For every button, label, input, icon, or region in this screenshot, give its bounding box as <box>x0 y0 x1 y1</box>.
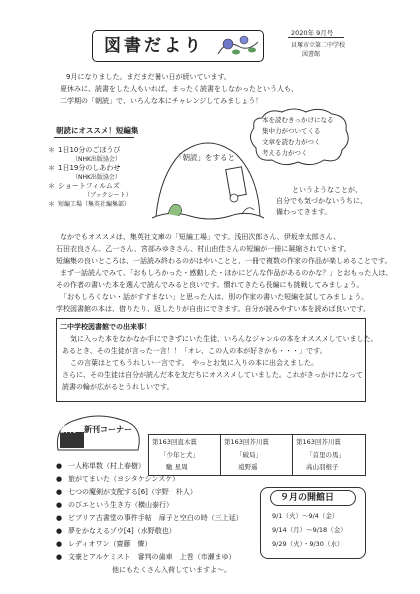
list-item-sub: （NHK出版協会） <box>72 156 121 163</box>
bullet-icon: ● <box>56 514 63 522</box>
award-header: 第163回芥川賞 <box>296 438 341 446</box>
book-item: 夢をかなえるゾウ[4]（水野敬也） <box>68 527 176 535</box>
issue-date: 2020年 9月号 <box>291 29 334 37</box>
body-line: 石田衣良さん、乙一さん、宮部みゆきさん、村山由佳さんの短編が一冊に凝縮されています。 <box>56 245 351 253</box>
library-name: 図書館 <box>302 51 321 58</box>
awards-divider <box>220 434 221 476</box>
library-note-heading: 二中学校図書館での出来事！ <box>60 323 151 331</box>
bullet-icon: ● <box>56 488 63 496</box>
library-note-line: 読書の輪が広がるとうれしいです。 <box>62 383 174 391</box>
list-item-sub: （NHK出版協会） <box>72 174 121 181</box>
heading-underline <box>54 137 134 138</box>
school-name: 貝塚市立第二中学校 <box>291 42 346 49</box>
side-note-line-3: 備わってきます。 <box>276 208 332 216</box>
book-item: のびエという生き方（横山泰行） <box>68 501 173 509</box>
intro-line-2: 夏休みに、読書をした人もいれば、まったく読書をしなかったという人も、 <box>60 85 298 93</box>
open-days-title: ９月の開館日 <box>280 493 335 503</box>
side-note-line-2: 自分でも気づかないうちに、 <box>276 197 367 205</box>
bullet-icon: ● <box>56 501 63 509</box>
bullet-icon: ＊ <box>48 182 55 190</box>
bullet-icon: ● <box>56 475 63 483</box>
new-books-label-mark: 新刊 <box>60 425 76 434</box>
award-book-title: 「少年と犬」 <box>160 451 199 459</box>
side-note-line-1: というようなことが、 <box>292 186 362 194</box>
list-item-title: 短編工場（集英社編集部） <box>58 201 131 208</box>
intro-line-1: 9月になりました。まだまだ暑い日が続いています。 <box>66 73 231 81</box>
flower-icon <box>214 32 262 60</box>
bullet-icon: ＊ <box>48 200 55 208</box>
bullet-icon: ● <box>56 540 63 548</box>
open-days-row: 9/1（火）～9/4（金） <box>272 512 339 520</box>
open-days-row: 9/14（月）～9/18（金） <box>272 526 347 534</box>
bullet-icon: ＊ <box>48 146 55 154</box>
award-author: 高山羽根子 <box>306 463 339 471</box>
new-books-more: 他にもたくさん入荷していますよ～。 <box>112 566 231 574</box>
book-item: レディオワン（齋藤 憐） <box>68 540 152 548</box>
page-title: 図書だより <box>104 36 204 56</box>
intro-line-3: 二学期の「朝読」で、いろんな本にチャレンジしてみましょう！ <box>60 97 263 105</box>
list-item-title: 1日10分のごほうび <box>58 146 121 154</box>
list-item-title: 1日19分のしあわせ <box>58 164 121 172</box>
callout-line-4: 考える力がつく <box>262 149 308 157</box>
body-line: 短編集の良いところは、一話読み終わるのがはやいことと、一冊で複数の作家の作品が楽しめることです。 <box>56 257 392 265</box>
book-item: ビブリア古書堂の事件手帖 扉子と空白の時（三上延） <box>68 514 243 522</box>
book-item: 旅がてまいた（ヨシタケシンスケ） <box>68 475 180 483</box>
book-item: 一人称単数（村上春樹） <box>68 462 145 470</box>
reading-illustration <box>150 136 266 222</box>
date-underline <box>288 37 344 38</box>
library-note-line: この言葉はとてもうれしい一言です。 やっとお気に入りの本に出会えました。 <box>70 359 318 367</box>
library-note-line: あるとき、その生徒が言った一言！！「オレ、この人の本が好きかも・・・」です。 <box>62 347 327 355</box>
award-header: 第163回芥川賞 <box>224 438 269 446</box>
award-book-title: 「破局」 <box>236 451 262 459</box>
body-line: 「おもしろくない・話がすすまない」と思った人は、別の作家の書いた短編を試してみましょう。 <box>60 293 369 301</box>
bullet-icon: ＊ <box>48 164 55 172</box>
bullet-icon: ● <box>56 462 63 470</box>
award-book-title: 「首里の馬」 <box>306 451 345 459</box>
bullet-icon: ● <box>56 527 63 535</box>
short-stories-heading: 朝読にオススメ！短編集 <box>56 126 139 135</box>
award-author: 遠野遥 <box>238 463 258 471</box>
library-note-line: さらに、その生徒は自分が読んだ本を友だちにオススメしていました。これがきっかけになって <box>62 371 363 379</box>
body-line: 学校図書館の本は、借りたり、返したりが自由にできます。自分が読みやすい本を読めば良いです。 <box>56 305 370 313</box>
list-item-title: ショートフィルムズ <box>58 182 120 190</box>
callout-line-1: 本を読むきっかけになる <box>262 116 334 124</box>
body-line: その作者の書いた本を選んで読んでみると良いです。慣れてきたら長編にも挑戦してみましょう。 <box>56 281 364 289</box>
list-item-sub: （ブックシート） <box>84 192 132 199</box>
award-author: 馳 星周 <box>166 463 188 471</box>
callout-line-2: 集中力がついてくる <box>262 127 321 135</box>
library-note-line: 気に入った本をなかなか手にできずにいた生徒、いろんなジャンルの本をオススメしていました。 <box>70 335 378 343</box>
book-item: 文豪とアルケミスト 審判の歯車 上巻（市瀬まゆ） <box>68 553 236 561</box>
body-line: なかでもオススメは、集英社文庫の「短編工場」です。浅田次郎さん、伊坂幸太郎さん、 <box>60 233 341 241</box>
illustration-caption: 「朝読」をすると <box>175 153 235 162</box>
awards-divider <box>292 434 293 476</box>
award-header: 第163回直木賞 <box>152 438 197 446</box>
bullet-icon: ● <box>56 553 63 561</box>
book-item: 七つの魔剣が支配する[6]（宇野 朴人） <box>68 488 197 496</box>
body-line: まず一話読んでみて、「おもしろかった・感動した・ほかにどんな作品があるのかな？」とおもった人は、 <box>60 269 393 277</box>
callout-line-3: 文章を読む力がつく <box>262 138 321 146</box>
open-days-row: 9/29（火）・9/30（水） <box>272 540 344 548</box>
new-books-label: 新刊コーナー <box>84 425 132 434</box>
